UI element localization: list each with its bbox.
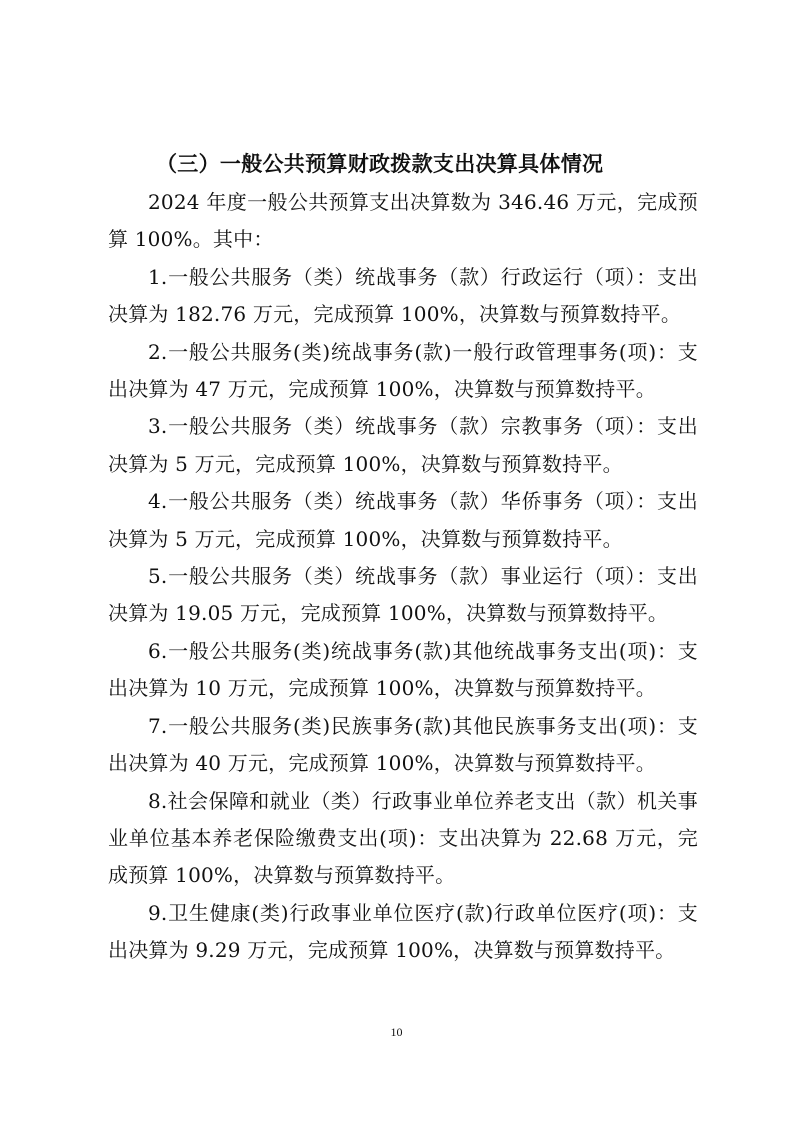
expense-item-2: 2.一般公共服务(类)统战事务(款)一般行政管理事务(项)：支出决算为 47 万元，完成预算 100%，决算数与预算数持平。 [108,339,698,402]
section-heading: （三）一般公共预算财政拨款支出决算具体情况 [156,152,604,176]
intro-paragraph: 2024 年度一般公共预算支出决算数为 346.46 万元，完成预算 100%。其中： [108,190,698,252]
expense-item-1: 1.一般公共服务（类）统战事务（款）行政运行（项）：支出决算为 182.76 万元，完成预算 100%，决算数与预算数持平。 [108,264,698,327]
expense-item-5: 5.一般公共服务（类）统战事务（款）事业运行（项）：支出决算为 19.05 万元，完成预算 100%，决算数与预算数持平。 [108,564,698,626]
expense-item-4: 4.一般公共服务（类）统战事务（款）华侨事务（项）：支出决算为 5 万元，完成预算 100%，决算数与预算数持平。 [108,489,698,551]
expense-item-3: 3.一般公共服务（类）统战事务（款）宗教事务（项）：支出决算为 5 万元，完成预算 100%，决算数与预算数持平。 [108,414,698,476]
expense-item-7: 7.一般公共服务(类)民族事务(款)其他民族事务支出(项)：支出决算为 40 万元，完成预算 100%，决算数与预算数持平。 [108,713,698,776]
expense-item-9: 9.卫生健康(类)行政事业单位医疗(款)行政单位医疗(项)：支出决算为 9.29 万元，完成预算 100%，决算数与预算数持平。 [108,900,698,963]
section-body [108,184,698,970]
page-number: 10 [390,1025,403,1039]
expense-item-8: 8.社会保障和就业（类）行政事业单位养老支出（款）机关事业单位基本养老保险缴费支出(项)：支出决算为 22.68 万元，完成预算 100%，决算数与预算数持平。 [108,788,698,888]
expense-item-6: 6.一般公共服务(类)统战事务(款)其他统战事务支出(项)：支出决算为 10 万元，完成预算 100%，决算数与预算数持平。 [108,638,698,701]
